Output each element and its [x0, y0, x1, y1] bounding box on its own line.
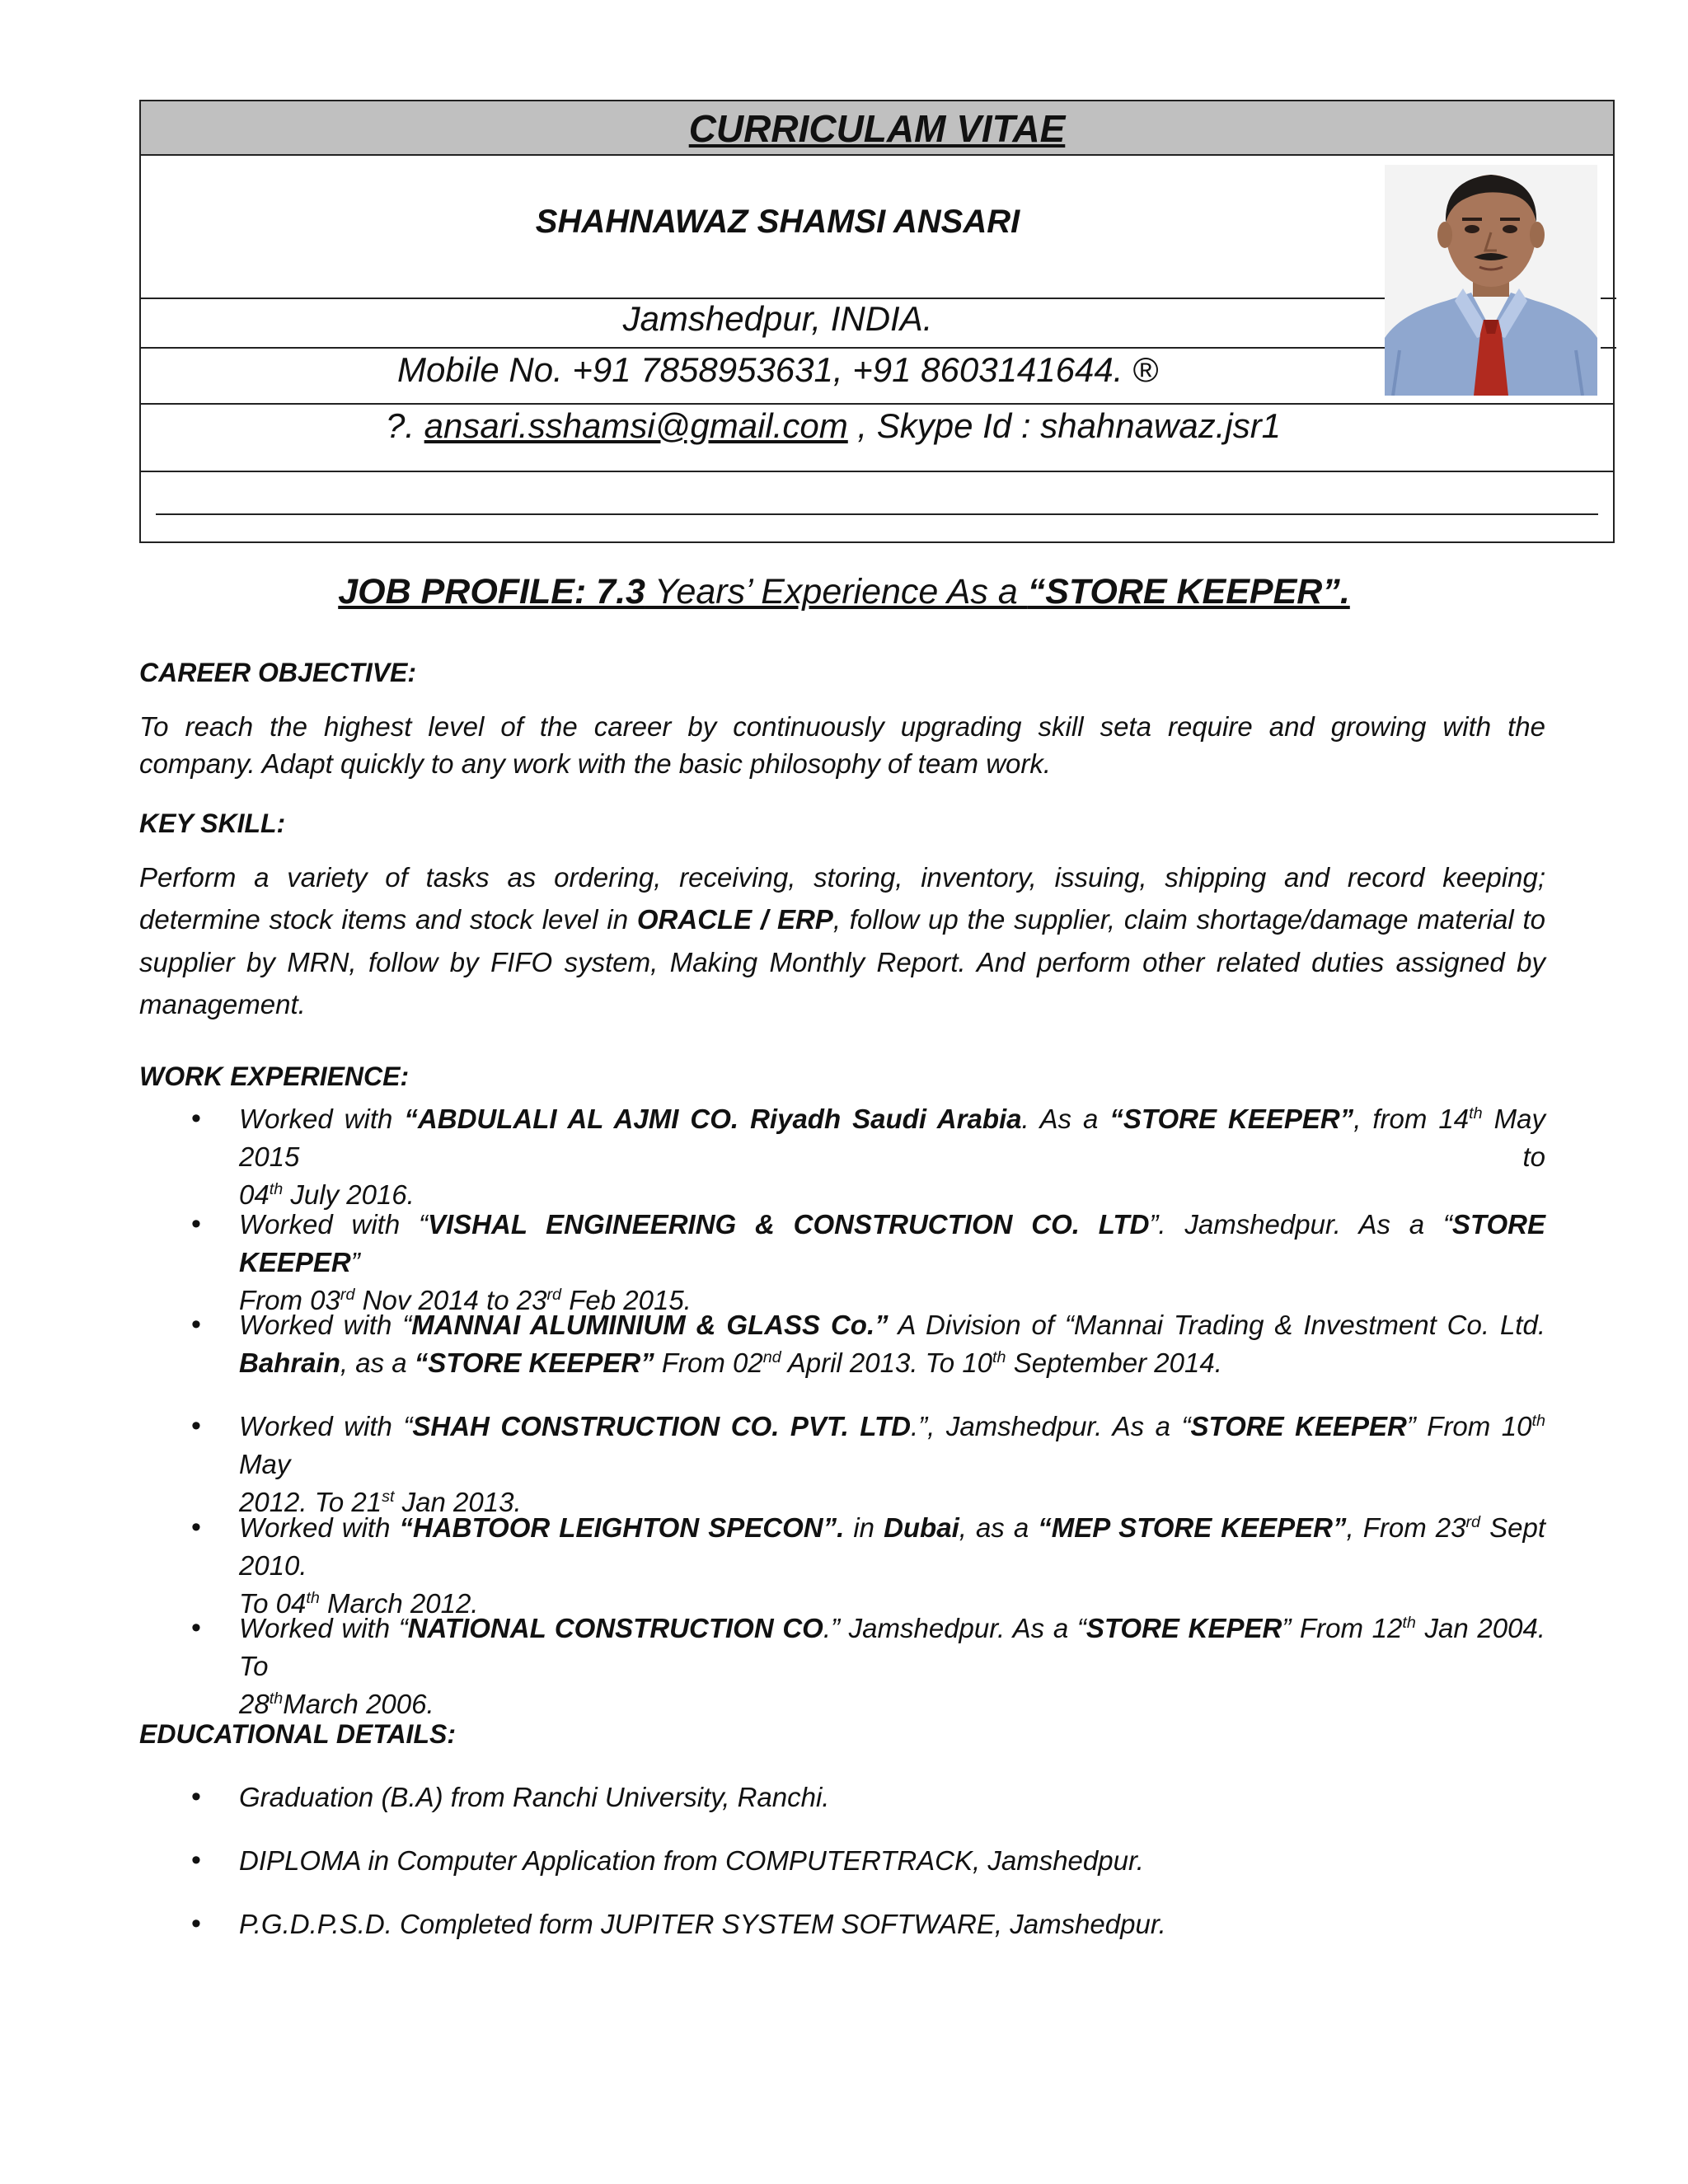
- bullet: •: [191, 1511, 201, 1543]
- education-item: Graduation (B.A) from Ranchi University, Ranchi.: [239, 1782, 830, 1812]
- career-objective-line: company. Adapt quickly to any work with the basic philosophy of team work.: [139, 748, 1052, 779]
- experience-item: Worked with “MANNAI ALUMINIUM & GLASS Co.” A Division of “Mannai Trading & Investment Co. Ltd. Bahrain, as a “STORE KEEPER” From 02nd April 2013. To 10th September 2014.: [239, 1310, 1545, 1378]
- experience-item: Worked with “HABTOOR LEIGHTON SPECON”. in Dubai, as a “MEP STORE KEEPER”, From 23rd Sept 2010. To 04th March 2012.: [239, 1512, 1545, 1619]
- cv-title: CURRICULAM VITAE: [141, 101, 1613, 156]
- career-objective-heading: CAREER OBJECTIVE:: [139, 658, 417, 687]
- candidate-name: SHAHNAWAZ SHAMSI ANSARI: [535, 204, 1020, 240]
- divider: [141, 471, 1613, 472]
- education-item: P.G.D.P.S.D. Completed form JUPITER SYSTEM SOFTWARE, Jamshedpur.: [239, 1909, 1166, 1939]
- job-profile-role: “STORE KEEPER”.: [1027, 572, 1350, 612]
- key-skill-heading: KEY SKILL:: [139, 808, 286, 838]
- email-link[interactable]: ansari.sshamsi@gmail.com: [424, 406, 848, 445]
- education-heading: EDUCATIONAL DETAILS:: [139, 1719, 456, 1749]
- mobile-numbers: Mobile No. +91 7858953631, +91 8603141644. ®: [396, 350, 1159, 389]
- bullet: •: [191, 1103, 201, 1134]
- bullet: •: [191, 1612, 201, 1643]
- location: Jamshedpur, INDIA.: [622, 299, 933, 338]
- work-experience-heading: WORK EXPERIENCE:: [139, 1062, 410, 1091]
- experience-item: Worked with “VISHAL ENGINEERING & CONSTRUCTION CO. LTD”. Jamshedpur. As a “STORE KEEPER” From 03rd Nov 2014 to 23rd Feb 2015.: [239, 1209, 1545, 1315]
- experience-item: Worked with “NATIONAL CONSTRUCTION CO.” Jamshedpur. As a “STORE KEPER” From 12th Jan 2004. To 28thMarch 2006.: [239, 1613, 1545, 1719]
- divider: [1601, 298, 1616, 299]
- experience-item: Worked with “SHAH CONSTRUCTION CO. PVT. LTD.”, Jamshedpur. As a “STORE KEEPER” From 10th May 2012. To 21st Jan 2013.: [239, 1411, 1545, 1517]
- key-skill-line: supplier by MRN, follow by FIFO system, Making Monthly Report. And perform other related duties assigned by: [139, 947, 1545, 977]
- bullet: •: [191, 1410, 201, 1441]
- contact-row: [141, 406, 1616, 446]
- job-profile: [0, 572, 1688, 612]
- divider: [141, 347, 1526, 349]
- skype-id: , Skype Id : shahnawaz.jsr1: [847, 406, 1282, 445]
- bullet: •: [191, 1908, 201, 1939]
- email-icon: ?.: [385, 406, 415, 445]
- divider: [1601, 347, 1616, 349]
- career-objective-line: To reach the highest level of the career by continuously upgrading skill seta require and growing with the: [139, 711, 1545, 742]
- bullet: •: [191, 1208, 201, 1240]
- divider: [141, 403, 1613, 405]
- key-skill-line: determine stock items and stock level in ORACLE / ERP, follow up the supplier, claim shortage/damage material to: [139, 904, 1546, 935]
- job-profile-label: JOB PROFILE: 7.3: [338, 572, 645, 612]
- bullet: •: [191, 1844, 201, 1876]
- person-photo: [1385, 165, 1597, 396]
- bullet: •: [191, 1781, 201, 1812]
- experience-item: Worked with “ABDULALI AL AJMI CO. Riyadh Saudi Arabia. As a “STORE KEEPER”, from 14th May 2015 to 04th July 2016.: [239, 1104, 1545, 1210]
- signature-line: [156, 513, 1598, 515]
- key-skill-line: Perform a variety of tasks as ordering, receiving, storing, inventory, issuing, shipping and record keeping;: [139, 862, 1545, 893]
- key-skill-line: management.: [139, 989, 306, 1019]
- education-item: DIPLOMA in Computer Application from COMPUTERTRACK, Jamshedpur.: [239, 1845, 1144, 1876]
- job-profile-text: Years’ Experience As a: [645, 572, 1028, 612]
- bullet: •: [191, 1309, 201, 1340]
